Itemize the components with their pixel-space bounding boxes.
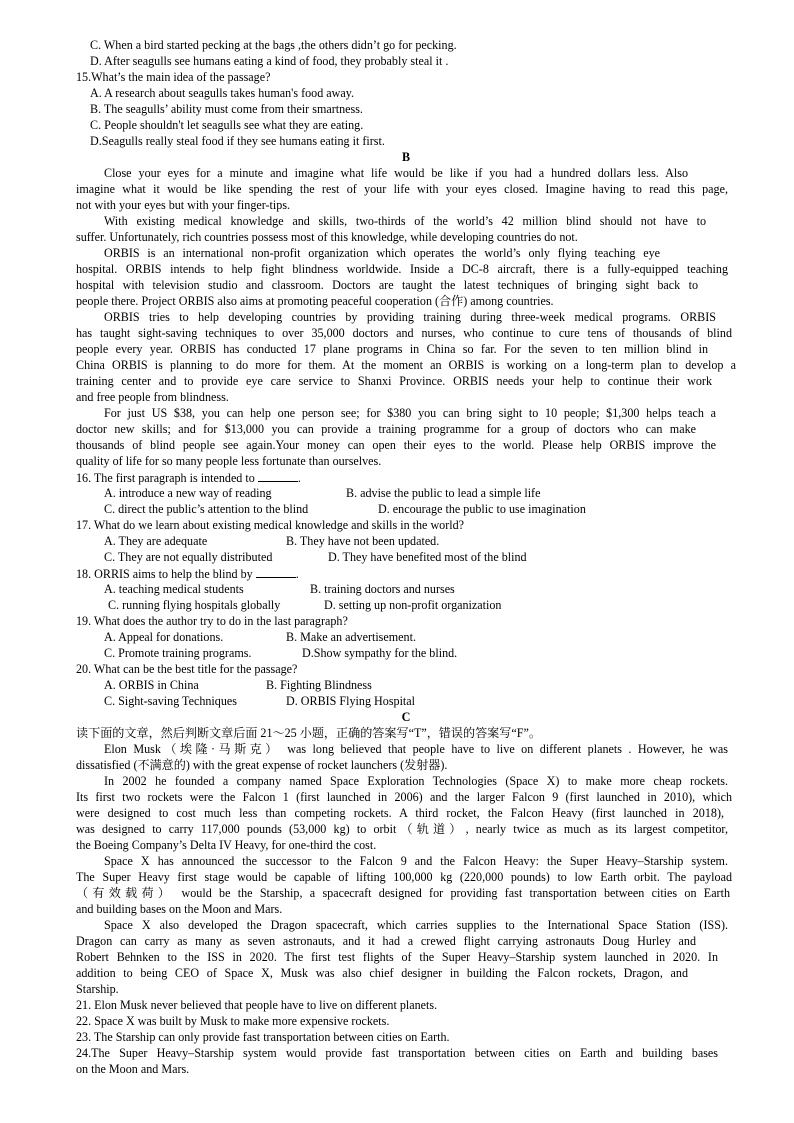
passage-b-line: For just US $38, you can help one person see; for $380 you can bring sight to 10 people; $1,300 helps teach a bbox=[104, 406, 716, 420]
q16-option-d: D. encourage the public to use imagination bbox=[378, 502, 586, 516]
q14-option-d: D. After seagulls see humans eating a kind of food, they probably steal it . bbox=[90, 54, 449, 68]
statement-21: 21. Elon Musk never believed that people have to live on different planets. bbox=[76, 998, 438, 1012]
q17-option-c: C. They are not equally distributed bbox=[104, 550, 273, 564]
passage-b-line: ORBIS is an international non-profit organization which operates the world’s only flying teaching eye bbox=[104, 246, 660, 260]
q16-stem: 16. The first paragraph is intended to . bbox=[76, 471, 301, 485]
q20-option-a: A. ORBIS in China bbox=[104, 678, 199, 692]
passage-b-line: thousands of blind people see again.Your money can open their eyes to the world. Please help ORBIS improve the bbox=[76, 438, 716, 452]
q18-stem: 18. ORRIS aims to help the blind by . bbox=[76, 567, 299, 581]
section-b-heading: B bbox=[401, 150, 411, 164]
passage-b-line: ORBIS tries to help developing countries by providing training during three-week medical programs. ORBIS bbox=[104, 310, 716, 324]
passage-b-line: people there. Project ORBIS also aims at promoting peaceful cooperation (合作) among countries. bbox=[76, 294, 554, 308]
passage-c-line: Robert Behnken to the ISS in 2020. The first test flights of the Super Heavy–Starship system launched in 2020. In bbox=[76, 950, 718, 964]
passage-c-line: Space X has announced the successor to the Falcon 9 and the Falcon Heavy: the Super Heavy–Starship system. bbox=[104, 854, 728, 868]
q20-option-c: C. Sight-saving Techniques bbox=[104, 694, 237, 708]
q18-option-b: B. training doctors and nurses bbox=[310, 582, 455, 596]
passage-b-line: China ORBIS is planning to do more for them. At the moment an ORBIS is working on a long-term plan to develop a bbox=[76, 358, 736, 372]
passage-c-line: Space X also developed the Dragon spacecraft, which carries supplies to the International Space Station (ISS). bbox=[104, 918, 728, 932]
q17-option-d: D. They have benefited most of the blind bbox=[328, 550, 527, 564]
q19-option-c: C. Promote training programs. bbox=[104, 646, 252, 660]
q16-option-c: C. direct the public’s attention to the blind bbox=[104, 502, 309, 516]
passage-c-line: dissatisfied (不满意的) with the great expense of rocket launchers (发射器). bbox=[76, 758, 448, 772]
q19-option-b: B. Make an advertisement. bbox=[286, 630, 416, 644]
passage-c-line: The Super Heavy first stage would be capable of lifting 100,000 kg (220,000 pounds) to low Earth orbit. The payload bbox=[76, 870, 732, 884]
statement-24-continued: on the Moon and Mars. bbox=[76, 1062, 190, 1076]
answer-blank bbox=[256, 565, 296, 578]
q15-option-c: C. People shouldn't let seagulls see what they are eating. bbox=[90, 118, 364, 132]
passage-b-line: imagine what it would be like spending the rest of your life with your eyes closed. Imagine having to read this page, bbox=[76, 182, 728, 196]
q15-option-b: B. The seagulls’ ability must come from their smartness. bbox=[90, 102, 363, 116]
q15-option-d: D.Seagulls really steal food if they see humans eating it first. bbox=[90, 134, 385, 148]
q19-stem: 19. What does the author try to do in the last paragraph? bbox=[76, 614, 348, 628]
passage-b-line: Close your eyes for a minute and imagine what life would be like if you had a hundred dollars less. Also bbox=[104, 166, 688, 180]
q15-option-a: A. A research about seagulls takes human's food away. bbox=[90, 86, 355, 100]
passage-b-line: has taught sight-saving techniques to over 35,000 doctors and nurses, who continue to cure tens of thousands of blind bbox=[76, 326, 732, 340]
passage-b-line: and free people from blindness. bbox=[76, 390, 229, 404]
passage-b-line: hospital. ORBIS intends to help fight blindness worldwide. Inside a DC-8 aircraft, there is a fully-equipped teaching bbox=[76, 262, 728, 276]
passage-c-line: addition to being CEO of Space X, Musk was also chief designer in building the Falcon rockets, Dragon, and bbox=[76, 966, 688, 980]
passage-c-line: were designed to cost much less than competing rockets. A third rocket, the Falcon Heavy (first launched in 2018), bbox=[76, 806, 724, 820]
passage-b-line: With existing medical knowledge and skills, two-thirds of the world’s 42 million blind should not have to bbox=[104, 214, 706, 228]
passage-c-line: was designed to carry 117,000 pounds (53,000 kg) to orbit（轨道）, nearly twice as much as its largest competitor, bbox=[76, 822, 728, 836]
q14-option-c: C. When a bird started pecking at the bags ,the others didn’t go for pecking. bbox=[90, 38, 457, 52]
passage-c-line: Dragon can carry as many as seven astronauts, and it had a crewed flight carrying astronauts Doug Hurley and bbox=[76, 934, 696, 948]
q15-stem: 15.What’s the main idea of the passage? bbox=[76, 70, 271, 84]
q20-stem: 20. What can be the best title for the passage? bbox=[76, 662, 298, 676]
q20-option-d: D. ORBIS Flying Hospital bbox=[286, 694, 416, 708]
passage-b-line: quality of life for so many people less fortunate than ourselves. bbox=[76, 454, 382, 468]
q16-option-a: A. introduce a new way of reading bbox=[104, 486, 272, 500]
q17-option-a: A. They are adequate bbox=[104, 534, 208, 548]
passage-b-line: suffer. Unfortunately, rich countries possess most of this knowledge, while developing countries do not. bbox=[76, 230, 578, 244]
passage-c-line: Elon Musk（埃隆·马斯克） was long believed that people have to live on different planets . However, he was bbox=[104, 742, 728, 756]
q18-stem-text: 18. ORRIS aims to help the blind by bbox=[76, 567, 253, 581]
passage-c-line: （有效载荷） would be the Starship, a spacecraft designed for providing fast transportation between cities on Earth bbox=[76, 886, 730, 900]
answer-blank bbox=[258, 469, 298, 482]
statement-23: 23. The Starship can only provide fast transportation between cities on Earth. bbox=[76, 1030, 450, 1044]
passage-c-line: In 2002 he founded a company named Space Exploration Technologies (Space X) to make more cheap rockets. bbox=[104, 774, 728, 788]
q19-option-d: D.Show sympathy for the blind. bbox=[302, 646, 458, 660]
statement-24: 24.The Super Heavy–Starship system would provide fast transportation between cities on Earth and building bases bbox=[76, 1046, 718, 1060]
section-c-heading: C bbox=[401, 710, 411, 724]
q18-option-d: D. setting up non-profit organization bbox=[324, 598, 502, 612]
section-c-instruction: 读下面的文章，然后判断文章后面 21～25 小题，正确的答案写“T”，错误的答案写“F”。 bbox=[76, 726, 541, 740]
q19-option-a: A. Appeal for donations. bbox=[104, 630, 224, 644]
q17-stem: 17. What do we learn about existing medical knowledge and skills in the world? bbox=[76, 518, 465, 532]
passage-c-line: the Boeing Company’s Delta IV Heavy, for one-third the cost. bbox=[76, 838, 377, 852]
q18-option-c: C. running flying hospitals globally bbox=[108, 598, 281, 612]
passage-b-line: doctor new skills; and for $13,000 you can provide a training programme for a group of doctors who can make bbox=[76, 422, 696, 436]
q18-option-a: A. teaching medical students bbox=[104, 582, 244, 596]
passage-b-line: hospital with television studio and classroom. Doctors are taught the latest techniques of bringing sight back to bbox=[76, 278, 698, 292]
q16-option-b: B. advise the public to lead a simple life bbox=[346, 486, 541, 500]
q17-option-b: B. They have not been updated. bbox=[286, 534, 440, 548]
passage-b-line: training center and to provide eye care service to Shanxi Province. ORBIS needs your help to continue their work bbox=[76, 374, 712, 388]
passage-b-line: not with your eyes but with your finger-tips. bbox=[76, 198, 291, 212]
passage-b-line: people every year. ORBIS has conducted 17 plane programs in China so far. For the seven to ten million blind in bbox=[76, 342, 708, 356]
q16-stem-text: 16. The first paragraph is intended to bbox=[76, 471, 255, 485]
passage-c-line: Its first two rockets were the Falcon 1 (first launched in 2006) and the larger Falcon 9 (first launched in 2010), which bbox=[76, 790, 732, 804]
q20-option-b: B. Fighting Blindness bbox=[266, 678, 372, 692]
statement-22: 22. Space X was built by Musk to make more expensive rockets. bbox=[76, 1014, 390, 1028]
passage-c-line: and building bases on the Moon and Mars. bbox=[76, 902, 283, 916]
passage-c-line: Starship. bbox=[76, 982, 119, 996]
